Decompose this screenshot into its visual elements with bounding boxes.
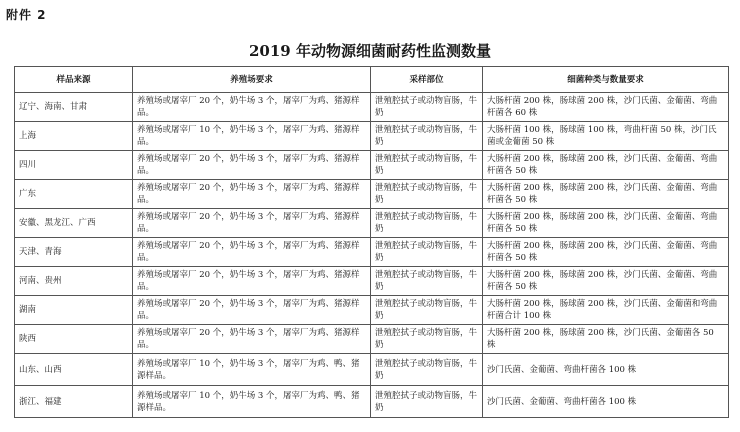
cell-bacteria-requirement: 沙门氏菌、金葡菌、弯曲杆菌各 100 株 [483,354,729,386]
table-row [15,93,729,122]
monitoring-table [14,66,729,418]
cell-bacteria-requirement: 大肠杆菌 200 株，肠球菌 200 株，沙门氏菌、金葡菌、弯曲杆菌各 60 株 [483,93,729,122]
cell-sample-source: 河南、贵州 [15,267,133,296]
attachment-label: 附件 2 [6,8,47,22]
cell-bacteria-requirement: 大肠杆菌 200 株，肠球菌 200 株，沙门氏菌、金葡菌、弯曲杆菌各 50 株 [483,209,729,238]
cell-bacteria-requirement: 大肠杆菌 200 株，肠球菌 200 株，沙门氏菌、金葡菌、弯曲杆菌各 50 株 [483,267,729,296]
cell-farm-requirement: 养殖场或屠宰厂 20 个，奶牛场 3 个，屠宰厂为鸡、猪源样品。 [133,93,371,122]
header-sample-source: 样品来源 [15,67,133,93]
table-row [15,325,729,354]
table-row [15,238,729,267]
cell-sampling-site: 泄殖腔拭子或动物盲肠，牛奶 [371,296,483,325]
header-farm-requirement: 养殖场要求 [133,67,371,93]
cell-sampling-site: 泄殖腔拭子或动物盲肠，牛奶 [371,93,483,122]
cell-bacteria-requirement: 大肠杆菌 200 株，肠球菌 200 株，沙门氏菌、金葡菌、弯曲杆菌各 50 株 [483,238,729,267]
cell-sample-source: 湖南 [15,296,133,325]
table-row [15,354,729,386]
cell-sampling-site: 泄殖腔拭子或动物盲肠，牛奶 [371,122,483,151]
cell-farm-requirement: 养殖场或屠宰厂 10 个，奶牛场 3 个，屠宰厂为鸡、鸭、猪源样品。 [133,354,371,386]
cell-sample-source: 广东 [15,180,133,209]
cell-bacteria-requirement: 大肠杆菌 200 株，肠球菌 200 株，沙门氏菌、金葡菌、弯曲杆菌各 50 株 [483,151,729,180]
cell-sampling-site: 泄殖腔拭子或动物盲肠，牛奶 [371,238,483,267]
cell-sample-source: 四川 [15,151,133,180]
cell-sample-source: 山东、山西 [15,354,133,386]
cell-farm-requirement: 养殖场或屠宰厂 20 个，奶牛场 3 个，屠宰厂为鸡、猪源样品。 [133,325,371,354]
cell-sample-source: 浙江、福建 [15,386,133,418]
cell-bacteria-requirement: 大肠杆菌 200 株，肠球菌 200 株，沙门氏菌、金葡菌、弯曲杆菌各 50 株 [483,180,729,209]
cell-sampling-site: 泄殖腔拭子或动物盲肠，牛奶 [371,325,483,354]
cell-sampling-site: 泄殖腔拭子或动物盲肠，牛奶 [371,209,483,238]
table-header-row [15,67,729,93]
table-row [15,122,729,151]
cell-farm-requirement: 养殖场或屠宰厂 20 个，奶牛场 3 个，屠宰厂为鸡、猪源样品。 [133,209,371,238]
cell-sample-source: 上海 [15,122,133,151]
cell-sampling-site: 泄殖腔拭子或动物盲肠，牛奶 [371,180,483,209]
cell-sample-source: 辽宁、海南、甘肃 [15,93,133,122]
cell-sampling-site: 泄殖腔拭子或动物盲肠，牛奶 [371,386,483,418]
cell-sampling-site: 泄殖腔拭子或动物盲肠，牛奶 [371,354,483,386]
cell-farm-requirement: 养殖场或屠宰厂 20 个，奶牛场 3 个，屠宰厂为鸡、猪源样品。 [133,151,371,180]
cell-bacteria-requirement: 沙门氏菌、金葡菌、弯曲杆菌各 100 株 [483,386,729,418]
cell-sample-source: 陕西 [15,325,133,354]
cell-farm-requirement: 养殖场或屠宰厂 20 个，奶牛场 3 个，屠宰厂为鸡、猪源样品。 [133,238,371,267]
cell-sample-source: 天津、青海 [15,238,133,267]
table-row [15,296,729,325]
table-row [15,267,729,296]
cell-sampling-site: 泄殖腔拭子或动物盲肠，牛奶 [371,267,483,296]
header-sampling-site: 采样部位 [371,67,483,93]
header-bacteria-requirement: 细菌种类与数量要求 [483,67,729,93]
table-row [15,386,729,418]
cell-sampling-site: 泄殖腔拭子或动物盲肠，牛奶 [371,151,483,180]
cell-bacteria-requirement: 大肠杆菌 200 株，肠球菌 200 株，沙门氏菌、金葡菌和弯曲杆菌合计 100 株 [483,296,729,325]
cell-farm-requirement: 养殖场或屠宰厂 20 个，奶牛场 3 个，屠宰厂为鸡、猪源样品。 [133,296,371,325]
table-row [15,209,729,238]
document-title: 2019 年动物源细菌耐药性监测数量 [249,42,491,60]
cell-farm-requirement: 养殖场或屠宰厂 20 个，奶牛场 3 个，屠宰厂为鸡、猪源样品。 [133,267,371,296]
cell-farm-requirement: 养殖场或屠宰厂 20 个，奶牛场 3 个，屠宰厂为鸡、猪源样品。 [133,180,371,209]
table-row [15,151,729,180]
cell-farm-requirement: 养殖场或屠宰厂 10 个，奶牛场 3 个，屠宰厂为鸡、猪源样品。 [133,122,371,151]
cell-bacteria-requirement: 大肠杆菌 200 株，肠球菌 200 株，沙门氏菌、金葡菌各 50 株 [483,325,729,354]
cell-bacteria-requirement: 大肠杆菌 100 株，肠球菌 100 株，弯曲杆菌 50 株，沙门氏菌或金葡菌 50 株 [483,122,729,151]
table-row [15,180,729,209]
cell-sample-source: 安徽、黑龙江、广西 [15,209,133,238]
cell-farm-requirement: 养殖场或屠宰厂 10 个，奶牛场 3 个，屠宰厂为鸡、鸭、猪源样品。 [133,386,371,418]
